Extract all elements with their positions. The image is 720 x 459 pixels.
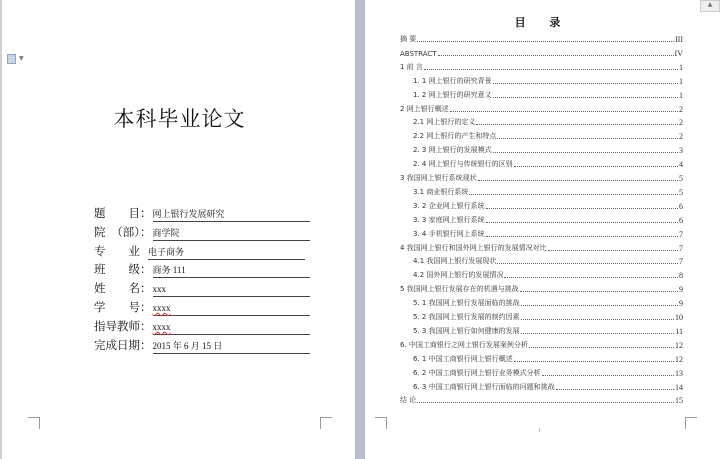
toc-entry-text: 2. 3 网上银行的发展模式 (413, 146, 492, 155)
toc-entry[interactable] (400, 241, 683, 253)
toc-entry[interactable] (413, 254, 683, 266)
toc-entry[interactable] (413, 310, 683, 322)
toc-entry-text: 摘 要 (400, 35, 417, 43)
dot-leader (493, 152, 678, 153)
margin-corner-mark (320, 417, 332, 429)
toc-entry-page: 1 (679, 62, 683, 72)
toc-entry-text: 3.1 商业银行系统 (413, 187, 469, 196)
toc-entry-text: 6. 中国工商银行之网上银行发展案例分析 (400, 340, 528, 349)
toc-entry-text: 1 前 言 (400, 62, 423, 71)
cover-field (94, 318, 310, 336)
field-value: 商学院 (153, 227, 310, 241)
toc-entry-page: 2 (679, 118, 683, 128)
field-label: 班 级： (94, 262, 152, 277)
toc-entry[interactable] (413, 268, 683, 280)
dot-leader (469, 194, 678, 195)
toc-entry-page: 9 (679, 285, 683, 295)
toc-entry-text: 3. 4 手机银行网上系统 (413, 229, 485, 238)
toc-entry[interactable] (413, 157, 683, 169)
dot-leader (486, 222, 678, 223)
toc-entry-text: 5. 2 我国网上银行发展的制约因素 (413, 313, 520, 321)
toc-entry-text: 6. 1 中国工商银行网上银行概述 (413, 354, 513, 363)
toc-entry-text: 3. 2 企业网上银行系统 (413, 201, 485, 210)
toc-entry-page: III (675, 35, 683, 44)
view-toggle-button[interactable]: ▲ (700, 0, 720, 12)
toc-entry-text: 5. 1 我国网上银行发展面临的挑战 (413, 299, 520, 308)
toc-page (365, 0, 720, 459)
field-value: 网上银行发展研究 (153, 208, 310, 222)
toc-entry[interactable] (400, 46, 683, 58)
toc-entry[interactable] (413, 227, 683, 239)
dot-leader (548, 250, 678, 251)
toc-entry[interactable] (400, 102, 683, 114)
toc-entry[interactable] (400, 171, 683, 183)
toc-entry-text: 4.2 国外网上银行的发展情况 (413, 271, 504, 280)
toc-entry-page: 15 (675, 396, 683, 406)
toc-entry-text: 5. 3 我国网上银行如何健康的发展 (413, 326, 520, 335)
toc-entry[interactable] (413, 199, 683, 211)
field-value: 2015 年 6 月 15 日 (153, 340, 310, 354)
toc-entry[interactable] (413, 88, 683, 100)
cover-field (94, 224, 310, 242)
dot-leader (520, 291, 678, 292)
page-number: I (539, 428, 541, 434)
toc-entry[interactable] (400, 338, 683, 350)
field-label: 院 （部）： (94, 224, 152, 239)
toc-entry[interactable] (400, 32, 683, 44)
toc-entry[interactable] (400, 393, 683, 405)
toc-entry[interactable] (413, 213, 683, 225)
toc-entry[interactable] (413, 143, 683, 155)
dot-leader (417, 402, 674, 403)
field-value: 商务 111 (153, 264, 310, 278)
toc-entry-page: 7 (679, 243, 683, 253)
toc-entry[interactable] (413, 129, 683, 141)
toc-entry-text: 2 网上银行概述 (400, 104, 449, 113)
dot-leader (514, 166, 678, 167)
field-label: 姓 名： (94, 281, 152, 296)
cover-field (94, 243, 305, 261)
toc-entry-text: 4.1 我国网上银行发展现状 (413, 257, 497, 266)
toc-entry-page: 6 (679, 215, 683, 225)
toc-entry-page: 14 (675, 382, 683, 392)
dot-leader (438, 55, 674, 56)
dot-leader (497, 138, 678, 139)
field-value: 电子商务 (148, 246, 305, 260)
toc-entry-page: 7 (679, 229, 683, 239)
toc-entry[interactable] (400, 60, 683, 72)
field-value: xxxx (153, 321, 310, 335)
dot-leader (478, 180, 678, 181)
thesis-title: 本科毕业论文 (113, 107, 246, 131)
field-label: 专 业 (94, 243, 140, 258)
toc-entry-page: 12 (675, 340, 683, 350)
dot-leader (556, 389, 674, 390)
field-value: xxxx (153, 302, 310, 316)
toc-entry[interactable] (413, 74, 683, 86)
margin-corner-mark (375, 417, 387, 429)
toc-entry-page: 10 (675, 313, 683, 322)
dot-leader (542, 375, 674, 376)
toc-entry-page: 12 (675, 354, 683, 364)
toc-entry-text: 6. 3 中国工商银行网上银行面临的问题和挑战 (413, 382, 555, 391)
toc-entry-page: 6 (679, 201, 683, 211)
toc-entry[interactable] (413, 352, 683, 364)
toc-entry-text: 2.1 网上银行的定义 (413, 118, 476, 127)
toc-entry-page: 5 (679, 174, 683, 183)
toc-entry-text: 6. 2 中国工商银行网上银行业务模式分析 (413, 368, 541, 377)
dot-leader (504, 277, 678, 278)
dot-leader (521, 305, 678, 306)
toc-entry-page: IV (674, 48, 683, 58)
document-icon[interactable] (7, 54, 16, 64)
toc-entry-page: 7 (679, 257, 683, 267)
dot-leader (450, 111, 678, 112)
dot-leader (417, 41, 674, 42)
toc-entry-page: 11 (675, 326, 683, 336)
dot-leader (497, 263, 678, 264)
dot-leader (476, 124, 678, 125)
dot-leader (493, 83, 678, 84)
toc-entry-page: 2 (679, 132, 683, 142)
toc-entry[interactable] (400, 282, 683, 294)
field-label: 指导教师： (94, 318, 152, 333)
toc-entry-page: 1 (679, 90, 683, 100)
toc-entry[interactable] (413, 380, 683, 392)
cover-field (94, 299, 310, 317)
toc-entry-text: 2. 4 网上银行与传统银行的区别 (413, 160, 513, 169)
dot-leader (424, 69, 678, 70)
toc-entry[interactable] (413, 115, 683, 127)
toc-entry-text: 4 我国网上银行和国外网上银行的发展情况对比 (400, 243, 547, 252)
field-label: 题 目： (94, 206, 152, 220)
margin-corner-mark (28, 417, 40, 429)
toc-entry-page: 5 (679, 187, 683, 197)
toc-entry-text: ABSTRACT (400, 49, 437, 58)
toc-entry-text: 结 论 (400, 396, 417, 405)
toc-entry-text: 1. 2 网上银行的研究意义 (413, 90, 492, 99)
toc-entry-page: 8 (679, 271, 683, 281)
toc-entry-page: 2 (679, 104, 683, 114)
toc-entry-text: 1. 1 网上银行的研究背景 (413, 76, 492, 85)
cover-field (94, 337, 310, 355)
dot-leader (521, 333, 675, 334)
toc-entry[interactable] (413, 366, 683, 378)
toc-entry[interactable] (413, 296, 683, 308)
cover-field (94, 261, 310, 279)
toc-entry-page: 13 (675, 368, 683, 378)
toc-entry[interactable] (413, 185, 683, 197)
field-label: 完成日期： (94, 337, 152, 352)
chevron-down-icon[interactable]: ▼ (19, 55, 24, 62)
toc-entry-text: 3 我国网上银行系统现状 (400, 174, 477, 182)
toc-entry-text: 5 我国网上银行发展存在的机遇与挑战 (400, 285, 519, 294)
toc-entry-page: 1 (679, 76, 683, 86)
toc-entry-page: 4 (679, 160, 683, 170)
cover-field (94, 205, 310, 223)
field-value: xxx (153, 283, 310, 297)
dot-leader (486, 208, 678, 209)
toc-entry-text: 2.2 网上银行的产生和特点 (413, 132, 497, 141)
cover-page (0, 0, 355, 459)
dot-leader (486, 236, 678, 237)
toc-entry-page: 9 (679, 299, 683, 309)
toc-entry-page: 3 (679, 146, 683, 156)
dot-leader (493, 97, 678, 98)
toc-entry[interactable] (413, 324, 683, 336)
field-label: 学 号： (94, 300, 152, 314)
toc-entry-text: 3. 3 家庭网上银行系统 (413, 215, 485, 224)
cover-field (94, 280, 310, 298)
dot-leader (529, 347, 674, 348)
margin-corner-mark (685, 417, 697, 429)
dot-leader (521, 319, 674, 320)
dot-leader (514, 361, 674, 362)
toc-title: 目 录 (514, 16, 571, 29)
